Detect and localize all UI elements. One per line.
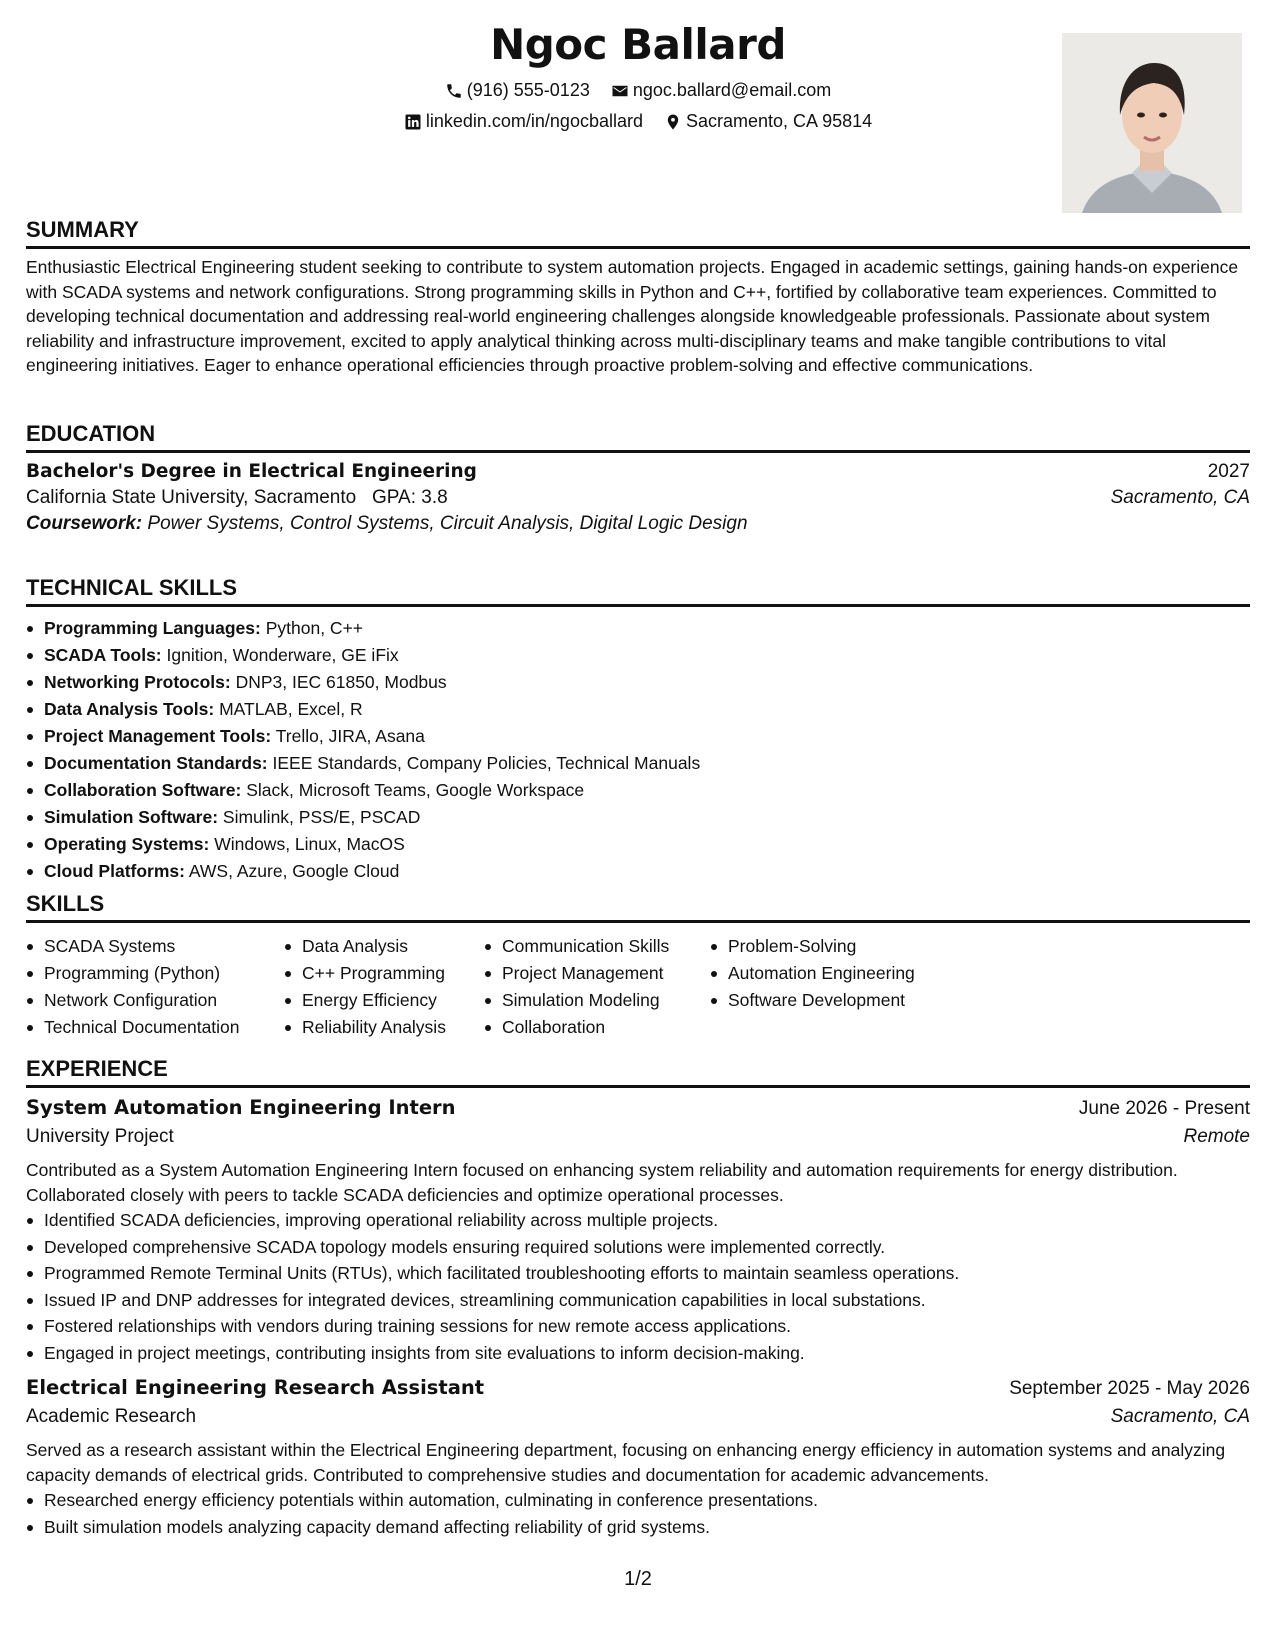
linkedin-url: linkedin.com/in/ngocballard (425, 111, 643, 131)
education-section (26, 420, 1250, 535)
location-contact (664, 111, 872, 132)
skills-column (484, 933, 710, 1041)
list-item: Identified SCADA deficiencies, improving operational reliability across multiple projects. (44, 1207, 1250, 1234)
list-item: Programming (Python) (44, 960, 284, 987)
education-row-2 (26, 487, 1250, 509)
list-item: Energy Efficiency (302, 987, 484, 1014)
job-location: Sacramento, CA (1110, 1406, 1250, 1427)
skill-category: Data Analysis Tools: (44, 699, 215, 719)
education-heading: EDUCATION (26, 420, 1250, 453)
job-bullets (26, 1487, 1250, 1540)
skills-column (26, 933, 284, 1041)
job-dates: September 2025 - May 2026 (1009, 1378, 1250, 1399)
map-pin-icon (664, 113, 682, 131)
list-item: Automation Engineering (728, 960, 970, 987)
coursework-list: Power Systems, Control Systems, Circuit Analysis, Digital Logic Design (147, 513, 748, 534)
job-organization: Academic Research (26, 1406, 197, 1427)
technical-skills-section (26, 574, 1250, 885)
job-description: Served as a research assistant within the Electrical Engineering department, focusing on enhancing energy efficiency in automation systems and analyzing capacity demands of electrical grids. Contributed to comprehensive studies and documentation for academic advancements. (26, 1440, 1226, 1485)
skills-heading: SKILLS (26, 890, 1250, 923)
summary-section (26, 216, 1250, 378)
job-entry (26, 1096, 1250, 1366)
job-organization: University Project (26, 1126, 174, 1147)
list-item (44, 858, 1250, 885)
skill-category: Documentation Standards: (44, 753, 268, 773)
job-subheader (26, 1126, 1250, 1148)
job-header (26, 1376, 1250, 1400)
skill-category: Networking Protocols: (44, 672, 231, 692)
skill-category: Programming Languages: (44, 618, 261, 638)
job-description: Contributed as a System Automation Engineering Intern focused on enhancing system reliability and automation requirements for energy distribution. Collaborated closely with peers to tackle SCADA deficiencies and optimize operational processes. (26, 1160, 1178, 1205)
technical-skills-list (26, 615, 1250, 885)
skill-category: Operating Systems: (44, 834, 210, 854)
list-item (44, 642, 1250, 669)
skill-values: Simulink, PSS/E, PSCAD (222, 807, 421, 827)
list-item: Collaboration (502, 1014, 710, 1041)
linkedin-icon (404, 113, 422, 131)
list-item: Developed comprehensive SCADA topology models ensuring required solutions were implemented correctly. (44, 1234, 1250, 1261)
skill-values: Trello, JIRA, Asana (275, 726, 425, 746)
job-header (26, 1096, 1250, 1120)
list-item: Communication Skills (502, 933, 710, 960)
list-item (44, 696, 1250, 723)
education-row-1 (26, 461, 1250, 483)
list-item: Engaged in project meetings, contributing insights from site evaluations to inform decision-making. (44, 1340, 1250, 1367)
list-item: Simulation Modeling (502, 987, 710, 1014)
job-title: System Automation Engineering Intern (26, 1096, 456, 1119)
skill-values: MATLAB, Excel, R (219, 699, 363, 719)
degree-title: Bachelor's Degree in Electrical Engineering (26, 461, 477, 482)
list-item (44, 804, 1250, 831)
list-item: Project Management (502, 960, 710, 987)
list-item: Issued IP and DNP addresses for integrated devices, streamlining communication capabilities in local substations. (44, 1287, 1250, 1314)
profile-photo-illustration (1062, 33, 1242, 213)
graduation-year: 2027 (1207, 461, 1250, 482)
job-title: Electrical Engineering Research Assistant (26, 1376, 485, 1399)
list-item: Technical Documentation (44, 1014, 284, 1041)
job-subheader (26, 1406, 1250, 1428)
list-item (44, 777, 1250, 804)
skill-category: SCADA Tools: (44, 645, 162, 665)
job-bullets (26, 1207, 1250, 1366)
list-item: SCADA Systems (44, 933, 284, 960)
email-address: ngoc.ballard@email.com (632, 80, 832, 100)
school-line (26, 487, 448, 509)
profile-photo (1062, 33, 1242, 213)
location-text: Sacramento, CA 95814 (686, 111, 873, 131)
resume-page (26, 0, 1250, 1590)
school-location: Sacramento, CA (1110, 487, 1250, 508)
skills-grid (26, 933, 1250, 1041)
phone-contact (445, 80, 590, 101)
list-item: Researched energy efficiency potentials within automation, culminating in conference presentations. (44, 1487, 1250, 1514)
list-item: Problem-Solving (728, 933, 970, 960)
phone-icon (445, 82, 463, 100)
skill-category: Collaboration Software: (44, 780, 242, 800)
skills-section (26, 890, 1250, 1041)
list-item (44, 831, 1250, 858)
skill-category: Cloud Platforms: (44, 861, 185, 881)
job-dates: June 2026 - Present (1078, 1098, 1250, 1119)
job-entry (26, 1376, 1250, 1540)
school-name: California State University, Sacramento (26, 487, 357, 508)
skill-category: Simulation Software: (44, 807, 219, 827)
list-item (44, 723, 1250, 750)
coursework-label: Coursework: (26, 513, 143, 534)
list-item: C++ Programming (302, 960, 484, 987)
skill-values: Python, C++ (265, 618, 364, 638)
gpa: GPA: 3.8 (372, 487, 448, 508)
skill-values: Windows, Linux, MacOS (214, 834, 405, 854)
skill-values: IEEE Standards, Company Policies, Technical Manuals (272, 753, 701, 773)
list-item: Built simulation models analyzing capacity demand affecting reliability of grid systems. (44, 1514, 1250, 1541)
experience-section (26, 1055, 1250, 1540)
skills-column (284, 933, 484, 1041)
list-item: Reliability Analysis (302, 1014, 484, 1041)
email-icon (611, 82, 629, 100)
technical-skills-heading: TECHNICAL SKILLS (26, 574, 1250, 607)
job-location: Remote (1183, 1126, 1250, 1147)
skill-values: Ignition, Wonderware, GE iFix (166, 645, 399, 665)
list-item: Software Development (728, 987, 970, 1014)
list-item (44, 750, 1250, 777)
list-item: Data Analysis (302, 933, 484, 960)
page-number: 1/2 (624, 1568, 652, 1590)
list-item (44, 615, 1250, 642)
phone-number: (916) 555-0123 (466, 80, 590, 100)
skill-category: Project Management Tools: (44, 726, 272, 746)
list-item: Fostered relationships with vendors during training sessions for new remote access applications. (44, 1313, 1250, 1340)
experience-heading: EXPERIENCE (26, 1055, 1250, 1088)
skill-values: DNP3, IEC 61850, Modbus (235, 672, 447, 692)
list-item (44, 669, 1250, 696)
list-item: Network Configuration (44, 987, 284, 1014)
skill-values: Slack, Microsoft Teams, Google Workspace (246, 780, 585, 800)
skill-values: AWS, Azure, Google Cloud (188, 861, 400, 881)
skills-column (710, 933, 970, 1041)
coursework-line (26, 513, 1250, 535)
summary-text: Enthusiastic Electrical Engineering student seeking to contribute to system automation projects. Engaged in academic settings, gaining hands-on experience with SCADA systems and network configurations. Strong programming skills in Python and C++, fortified by collaborative team experiences. Committed to developing technical documentation and addressing real-world engineering challenges alongside knowledgeable professionals. Passionate about system reliability and infrastructure improvement, excited to apply analytical thinking across multi-disciplinary teams and make tangible contributions to vital engineering initiatives. Eager to enhance operational efficiencies through proactive problem-solving and effective communications. (26, 257, 1239, 375)
resume-header (26, 0, 1250, 220)
candidate-name: Ngoc Ballard (490, 20, 786, 69)
summary-heading: SUMMARY (26, 216, 1250, 249)
linkedin-contact (404, 111, 643, 132)
email-contact (611, 80, 831, 101)
list-item: Programmed Remote Terminal Units (RTUs), which facilitated troubleshooting efforts to maintain seamless operations. (44, 1260, 1250, 1287)
